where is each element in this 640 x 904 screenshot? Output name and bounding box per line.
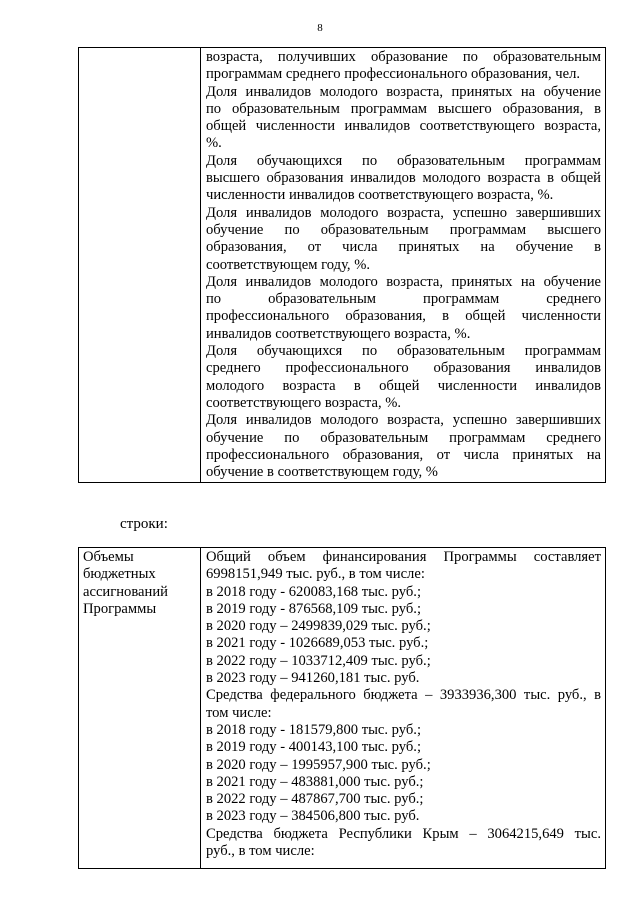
text-line: общей численности инвалидов соответствующего возраста, [206,118,601,135]
text-line: в 2022 году – 1033712,409 тыс. руб.; [206,652,431,669]
text-line: руб., в том числе: [206,843,315,860]
text-line: в 2020 году – 2499839,029 тыс. руб.; [206,618,431,635]
text-line: соответствующем году, %. [206,256,371,273]
table-cell-label [79,548,201,869]
table-cell-empty [79,48,201,483]
text-line: Доля инвалидов молодого возраста, успешно завершивших [206,412,601,429]
text-line: Средства бюджета Республики Крым – 3064215,649 тыс. [206,825,601,842]
budget-text [201,548,605,860]
text-line: %. [206,135,222,152]
intro-text: строки: [120,516,168,532]
text-line: Доля обучающихся по образовательным программам [206,152,601,169]
text-line: в 2019 году - 400143,100 тыс. руб.; [206,739,422,756]
text-line: Доля обучающихся по образовательным программам [206,343,601,360]
text-line: обучение по образовательным программам среднего [206,429,601,446]
text-line: обучение по образовательным программам высшего [206,221,601,238]
label-line: Объемы [83,549,134,565]
text-line: численности инвалидов соответствующего возраста, %. [206,187,554,204]
table-cell-budget [201,548,606,869]
text-line: профессионального образования, от числа принятых на [206,446,601,463]
text-line: высшего образования инвалидов молодого возраста в общей [206,170,601,187]
text-line: по образовательным программам среднего [206,291,601,308]
text-line: в 2022 году – 487867,700 тыс. руб.; [206,791,424,808]
text-line: по образовательным программам высшего образования, в [206,100,601,117]
label-line: ассигнований [83,583,168,600]
table-cell-indicators [201,48,606,483]
text-line: возраста, получивших образование по образовательным [206,49,601,65]
text-line: программам среднего профессионального образования, чел. [206,66,581,83]
text-line: в 2018 году - 181579,800 тыс. руб.; [206,721,422,738]
text-line: среднего профессионального образования инвалидов [206,360,601,377]
text-line: Средства федерального бюджета – 3933936,300 тыс. руб., в [206,687,601,704]
label-line: Программы [83,600,157,617]
text-line: образования, от числа принятых на обучение в [206,239,601,256]
text-line: в 2023 году – 941260,181 тыс. руб. [206,670,420,687]
page-number: 8 [317,22,323,34]
text-line: Общий объем финансирования Программы составляет [206,549,601,565]
text-line: 6998151,949 тыс. руб., в том числе: [206,566,425,583]
text-line: соответствующего возраста, %. [206,394,402,411]
table-row [79,548,606,869]
label-line: бюджетных [83,566,156,583]
budget-table [78,547,606,869]
text-line: в 2021 году – 483881,000 тыс. руб.; [206,773,424,790]
indicators-table [78,47,606,483]
text-line: в 2020 году – 1995957,900 тыс. руб.; [206,756,431,773]
text-line: том числе: [206,704,272,721]
table-row [79,48,606,483]
text-line: профессионального образования, в общей численности [206,308,601,325]
budget-label [79,548,200,618]
text-line: Доля инвалидов молодого возраста, успешно завершивших [206,204,601,221]
text-line: Доля инвалидов молодого возраста, принятых на обучение [206,83,601,100]
text-line: в 2023 году – 384506,800 тыс. руб. [206,808,420,825]
text-line: Доля инвалидов молодого возраста, принятых на обучение [206,273,601,290]
text-line: в 2021 году - 1026689,053 тыс. руб.; [206,635,429,652]
text-line: в 2019 году - 876568,109 тыс. руб.; [206,600,422,617]
text-line: обучение в соответствующем году, % [206,464,438,481]
text-line: молодого возраста в общей численности инвалидов [206,377,601,394]
text-line: в 2018 году - 620083,168 тыс. руб.; [206,583,422,600]
indicators-text [201,48,605,481]
text-line: инвалидов соответствующего возраста, %. [206,325,471,342]
